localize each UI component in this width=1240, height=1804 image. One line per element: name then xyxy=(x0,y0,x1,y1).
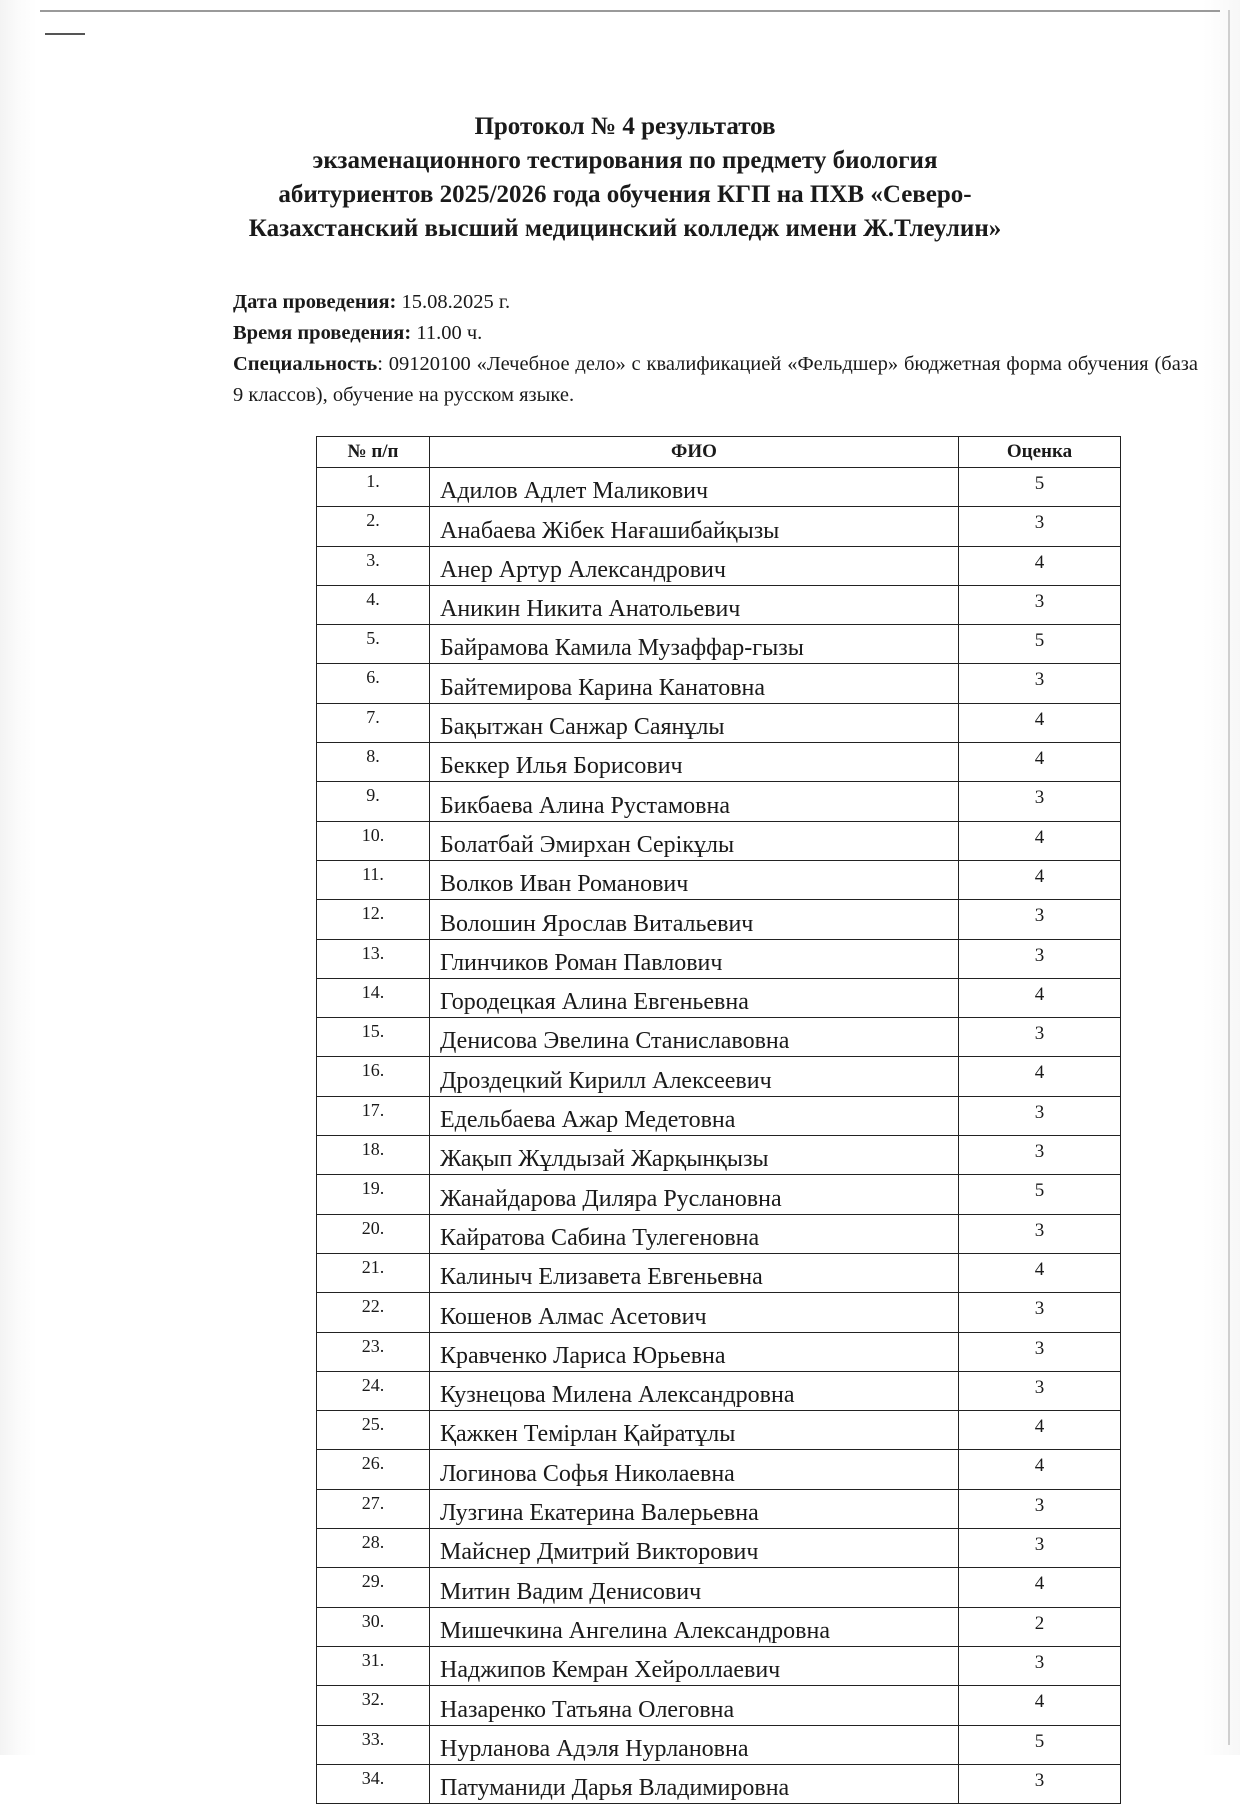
student-name: Назаренко Татьяна Олеговна xyxy=(430,1686,959,1725)
grade: 3 xyxy=(959,507,1121,546)
student-name: Глинчиков Роман Павлович xyxy=(430,939,959,978)
row-number: 6. xyxy=(317,664,430,703)
student-name: Городецкая Алина Евгеньевна xyxy=(430,978,959,1017)
student-name: Жанайдарова Диляра Руслановна xyxy=(430,1175,959,1214)
grade: 3 xyxy=(959,1293,1121,1332)
student-name: Байрамова Камила Музаффар-гызы xyxy=(430,625,959,664)
student-name: Кайратова Сабина Тулегеновна xyxy=(430,1214,959,1253)
student-name: Анабаева Жібек Нағашибайқызы xyxy=(430,507,959,546)
row-number: 24. xyxy=(317,1371,430,1410)
grade: 4 xyxy=(959,821,1121,860)
row-number: 17. xyxy=(317,1096,430,1135)
table-row xyxy=(317,900,1121,939)
grade: 5 xyxy=(959,1725,1121,1764)
row-number: 14. xyxy=(317,978,430,1017)
student-name: Жақып Жұлдызай Жарқынқызы xyxy=(430,1136,959,1175)
grade: 3 xyxy=(959,900,1121,939)
table-row xyxy=(317,1489,1121,1528)
grade: 4 xyxy=(959,1450,1121,1489)
student-name: Нурланова Адэля Нурлановна xyxy=(430,1725,959,1764)
table-body xyxy=(317,468,1121,1804)
row-number: 31. xyxy=(317,1646,430,1685)
student-name: Байтемирова Карина Канатовна xyxy=(430,664,959,703)
grade: 4 xyxy=(959,743,1121,782)
date-label: Дата проведения: xyxy=(233,291,397,313)
header-name: ФИО xyxy=(430,437,959,468)
title-line-2: экзаменационного тестирования по предмету биология xyxy=(312,147,938,174)
student-name: Волошин Ярослав Витальевич xyxy=(430,900,959,939)
grade: 4 xyxy=(959,1686,1121,1725)
table-row xyxy=(317,1450,1121,1489)
grade: 4 xyxy=(959,978,1121,1017)
table-row xyxy=(317,1686,1121,1725)
row-number: 22. xyxy=(317,1293,430,1332)
row-number: 13. xyxy=(317,939,430,978)
grade: 3 xyxy=(959,782,1121,821)
row-number: 9. xyxy=(317,782,430,821)
student-name: Едельбаева Ажар Медетовна xyxy=(430,1096,959,1135)
grade: 3 xyxy=(959,1214,1121,1253)
grade: 5 xyxy=(959,625,1121,664)
grade: 3 xyxy=(959,664,1121,703)
row-number: 33. xyxy=(317,1725,430,1764)
grade: 3 xyxy=(959,939,1121,978)
scan-mark xyxy=(45,33,85,35)
results-table xyxy=(316,436,1121,1804)
student-name: Кузнецова Милена Александровна xyxy=(430,1371,959,1410)
student-name: Аникин Никита Анатольевич xyxy=(430,585,959,624)
row-number: 23. xyxy=(317,1332,430,1371)
grade: 5 xyxy=(959,1175,1121,1214)
title-line-1: Протокол № 4 результатов xyxy=(474,113,776,140)
student-name: Наджипов Кемран Хейроллаевич xyxy=(430,1646,959,1685)
row-number: 1. xyxy=(317,468,430,507)
student-name: Болатбай Эмирхан Серікұлы xyxy=(430,821,959,860)
row-number: 28. xyxy=(317,1529,430,1568)
row-number: 34. xyxy=(317,1764,430,1803)
grade: 4 xyxy=(959,703,1121,742)
student-name: Патуманиди Дарья Владимировна xyxy=(430,1764,959,1803)
student-name: Логинова Софья Николаевна xyxy=(430,1450,959,1489)
table-row xyxy=(317,1057,1121,1096)
row-number: 15. xyxy=(317,1018,430,1057)
student-name: Майснер Дмитрий Викторович xyxy=(430,1529,959,1568)
time-line xyxy=(233,318,1198,349)
student-name: Денисова Эвелина Станиславовна xyxy=(430,1018,959,1057)
student-name: Бикбаева Алина Рустамовна xyxy=(430,782,959,821)
student-name: Анер Артур Александрович xyxy=(430,546,959,585)
table-row xyxy=(317,1293,1121,1332)
grade: 4 xyxy=(959,1568,1121,1607)
grade: 3 xyxy=(959,585,1121,624)
row-number: 16. xyxy=(317,1057,430,1096)
grade: 2 xyxy=(959,1607,1121,1646)
table-row xyxy=(317,978,1121,1017)
header-grade: Оценка xyxy=(959,437,1121,468)
table-row xyxy=(317,1136,1121,1175)
table-row xyxy=(317,1607,1121,1646)
table-row xyxy=(317,1371,1121,1410)
table-row xyxy=(317,1018,1121,1057)
table-row xyxy=(317,1175,1121,1214)
grade: 4 xyxy=(959,1253,1121,1292)
grade: 3 xyxy=(959,1371,1121,1410)
student-name: Мишечкина Ангелина Александровна xyxy=(430,1607,959,1646)
document-title xyxy=(240,110,1010,246)
title-line-4: Казахстанский высший медицинский колледж имени Ж.Тлеулин» xyxy=(248,215,1002,242)
student-name: Беккер Илья Борисович xyxy=(430,743,959,782)
row-number: 29. xyxy=(317,1568,430,1607)
student-name: Волков Иван Романович xyxy=(430,860,959,899)
row-number: 3. xyxy=(317,546,430,585)
table-row xyxy=(317,782,1121,821)
specialty-value: : 09120100 «Лечебное дело» с квалификацией «Фельдшер» бюджетная форма обучения (база 9 классов), обучение на русском языке. xyxy=(233,353,1198,406)
table-header-row xyxy=(317,437,1121,468)
grade: 4 xyxy=(959,860,1121,899)
specialty-line xyxy=(233,349,1198,411)
grade: 3 xyxy=(959,1018,1121,1057)
student-name: Митин Вадим Денисович xyxy=(430,1568,959,1607)
table-row xyxy=(317,939,1121,978)
table-row xyxy=(317,1725,1121,1764)
row-number: 4. xyxy=(317,585,430,624)
row-number: 19. xyxy=(317,1175,430,1214)
table-row xyxy=(317,703,1121,742)
student-name: Калиныч Елизавета Евгеньевна xyxy=(430,1253,959,1292)
table-row xyxy=(317,860,1121,899)
scan-edge-top xyxy=(40,10,1220,12)
table-row xyxy=(317,468,1121,507)
row-number: 2. xyxy=(317,507,430,546)
student-name: Бақытжан Санжар Саянұлы xyxy=(430,703,959,742)
title-line-3: абитуриентов 2025/2026 года обучения КГП на ПХВ «Северо- xyxy=(278,181,972,208)
row-number: 27. xyxy=(317,1489,430,1528)
row-number: 10. xyxy=(317,821,430,860)
time-label: Время проведения: xyxy=(233,322,412,344)
specialty-label: Специальность xyxy=(233,353,378,375)
table-row xyxy=(317,507,1121,546)
row-number: 30. xyxy=(317,1607,430,1646)
student-name: Адилов Адлет Маликович xyxy=(430,468,959,507)
grade: 3 xyxy=(959,1529,1121,1568)
table-row xyxy=(317,1764,1121,1803)
student-name: Лузгина Екатерина Валерьевна xyxy=(430,1489,959,1528)
grade: 3 xyxy=(959,1332,1121,1371)
table-row xyxy=(317,1096,1121,1135)
table-row xyxy=(317,1646,1121,1685)
grade: 4 xyxy=(959,1057,1121,1096)
grade: 3 xyxy=(959,1764,1121,1803)
header-number: № п/п xyxy=(317,437,430,468)
grade: 4 xyxy=(959,1411,1121,1450)
student-name: Дроздецкий Кирилл Алексеевич xyxy=(430,1057,959,1096)
table-row xyxy=(317,664,1121,703)
row-number: 21. xyxy=(317,1253,430,1292)
date-line xyxy=(233,287,1198,318)
row-number: 8. xyxy=(317,743,430,782)
table-row xyxy=(317,821,1121,860)
table-row xyxy=(317,546,1121,585)
row-number: 20. xyxy=(317,1214,430,1253)
grade: 3 xyxy=(959,1096,1121,1135)
table-row xyxy=(317,1332,1121,1371)
grade: 3 xyxy=(959,1646,1121,1685)
grade: 4 xyxy=(959,546,1121,585)
row-number: 11. xyxy=(317,860,430,899)
row-number: 5. xyxy=(317,625,430,664)
grade: 5 xyxy=(959,468,1121,507)
scan-edge-right xyxy=(1228,10,1230,1745)
table-row xyxy=(317,625,1121,664)
table-row xyxy=(317,1214,1121,1253)
table-row xyxy=(317,1253,1121,1292)
row-number: 12. xyxy=(317,900,430,939)
grade: 3 xyxy=(959,1136,1121,1175)
table-row xyxy=(317,585,1121,624)
table-row xyxy=(317,1568,1121,1607)
row-number: 25. xyxy=(317,1411,430,1450)
exam-meta xyxy=(233,287,1198,411)
date-value: 15.08.2025 г. xyxy=(401,291,511,313)
table-row xyxy=(317,743,1121,782)
row-number: 32. xyxy=(317,1686,430,1725)
time-value: 11.00 ч. xyxy=(416,322,483,344)
table-row xyxy=(317,1411,1121,1450)
grade: 3 xyxy=(959,1489,1121,1528)
student-name: Кравченко Лариса Юрьевна xyxy=(430,1332,959,1371)
student-name: Қажкен Темірлан Қайратұлы xyxy=(430,1411,959,1450)
student-name: Кошенов Алмас Асетович xyxy=(430,1293,959,1332)
row-number: 18. xyxy=(317,1136,430,1175)
row-number: 26. xyxy=(317,1450,430,1489)
row-number: 7. xyxy=(317,703,430,742)
table-row xyxy=(317,1529,1121,1568)
